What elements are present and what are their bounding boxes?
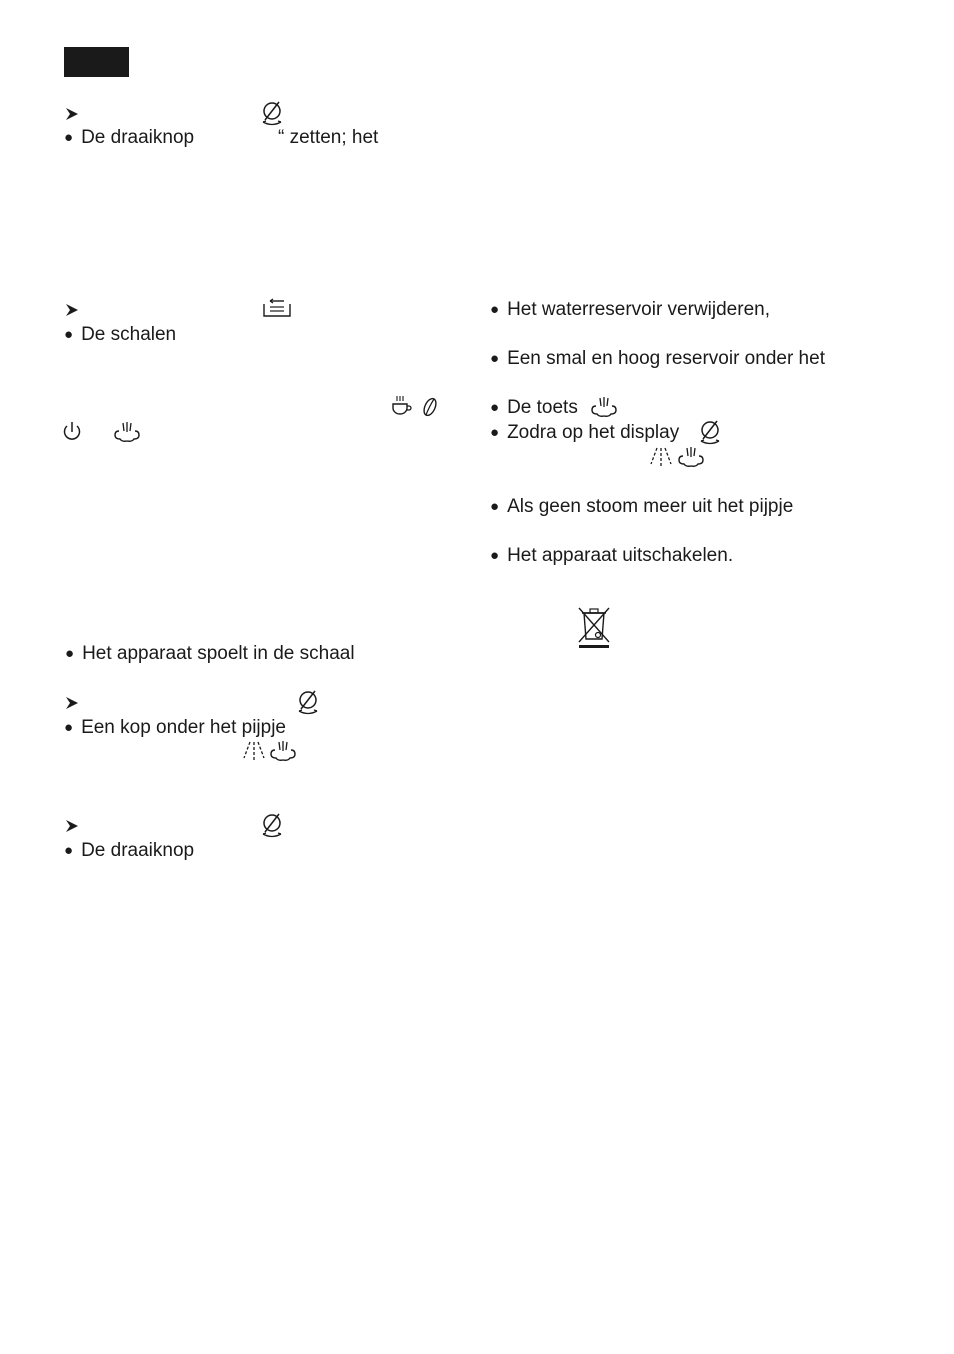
rotary-knob-icon xyxy=(698,420,722,446)
right-item-1: ● Het waterreservoir verwijderen, xyxy=(490,298,770,323)
power-icon xyxy=(62,421,82,443)
left-item-3: ● Het apparaat spoelt in de schaal xyxy=(65,642,355,667)
steam-icon xyxy=(113,421,141,443)
hot-water-icon xyxy=(649,446,673,468)
left-item-5: ● De draaiknop xyxy=(64,839,194,864)
steam-icon xyxy=(590,396,618,418)
left-item-1: ● De draaiknop xyxy=(64,126,194,151)
rotary-knob-icon xyxy=(260,813,284,839)
left-item-4: ● Een kop onder het pijpje xyxy=(64,716,286,741)
arrow-marker-icon xyxy=(65,696,79,710)
steam-icon xyxy=(269,740,297,762)
right-item-4: ● Zodra op het display xyxy=(490,421,679,446)
coffee-bean-icon xyxy=(421,396,439,418)
language-tab xyxy=(64,47,129,77)
steam-icon xyxy=(677,446,705,468)
descale-icon xyxy=(262,298,292,318)
arrow-marker-icon xyxy=(65,107,79,121)
rotary-knob-icon xyxy=(296,690,320,716)
right-item-5: ● Als geen stoom meer uit het pijpje xyxy=(490,495,793,520)
arrow-marker-icon xyxy=(65,819,79,833)
right-item-3: ● De toets xyxy=(490,396,578,421)
right-item-6: ● Het apparaat uitschakelen. xyxy=(490,544,733,569)
hot-water-icon xyxy=(242,740,266,762)
arrow-marker-icon xyxy=(65,303,79,317)
coffee-cup-icon xyxy=(391,395,413,417)
right-item-2: ● Een smal en hoog reservoir onder het xyxy=(490,347,825,372)
left-item-2: ● De schalen xyxy=(64,323,176,348)
recycle-bin-crossed-icon xyxy=(576,605,612,649)
rotary-knob-icon xyxy=(260,101,284,127)
left-item-1-tail: “ zetten; het xyxy=(278,127,379,148)
